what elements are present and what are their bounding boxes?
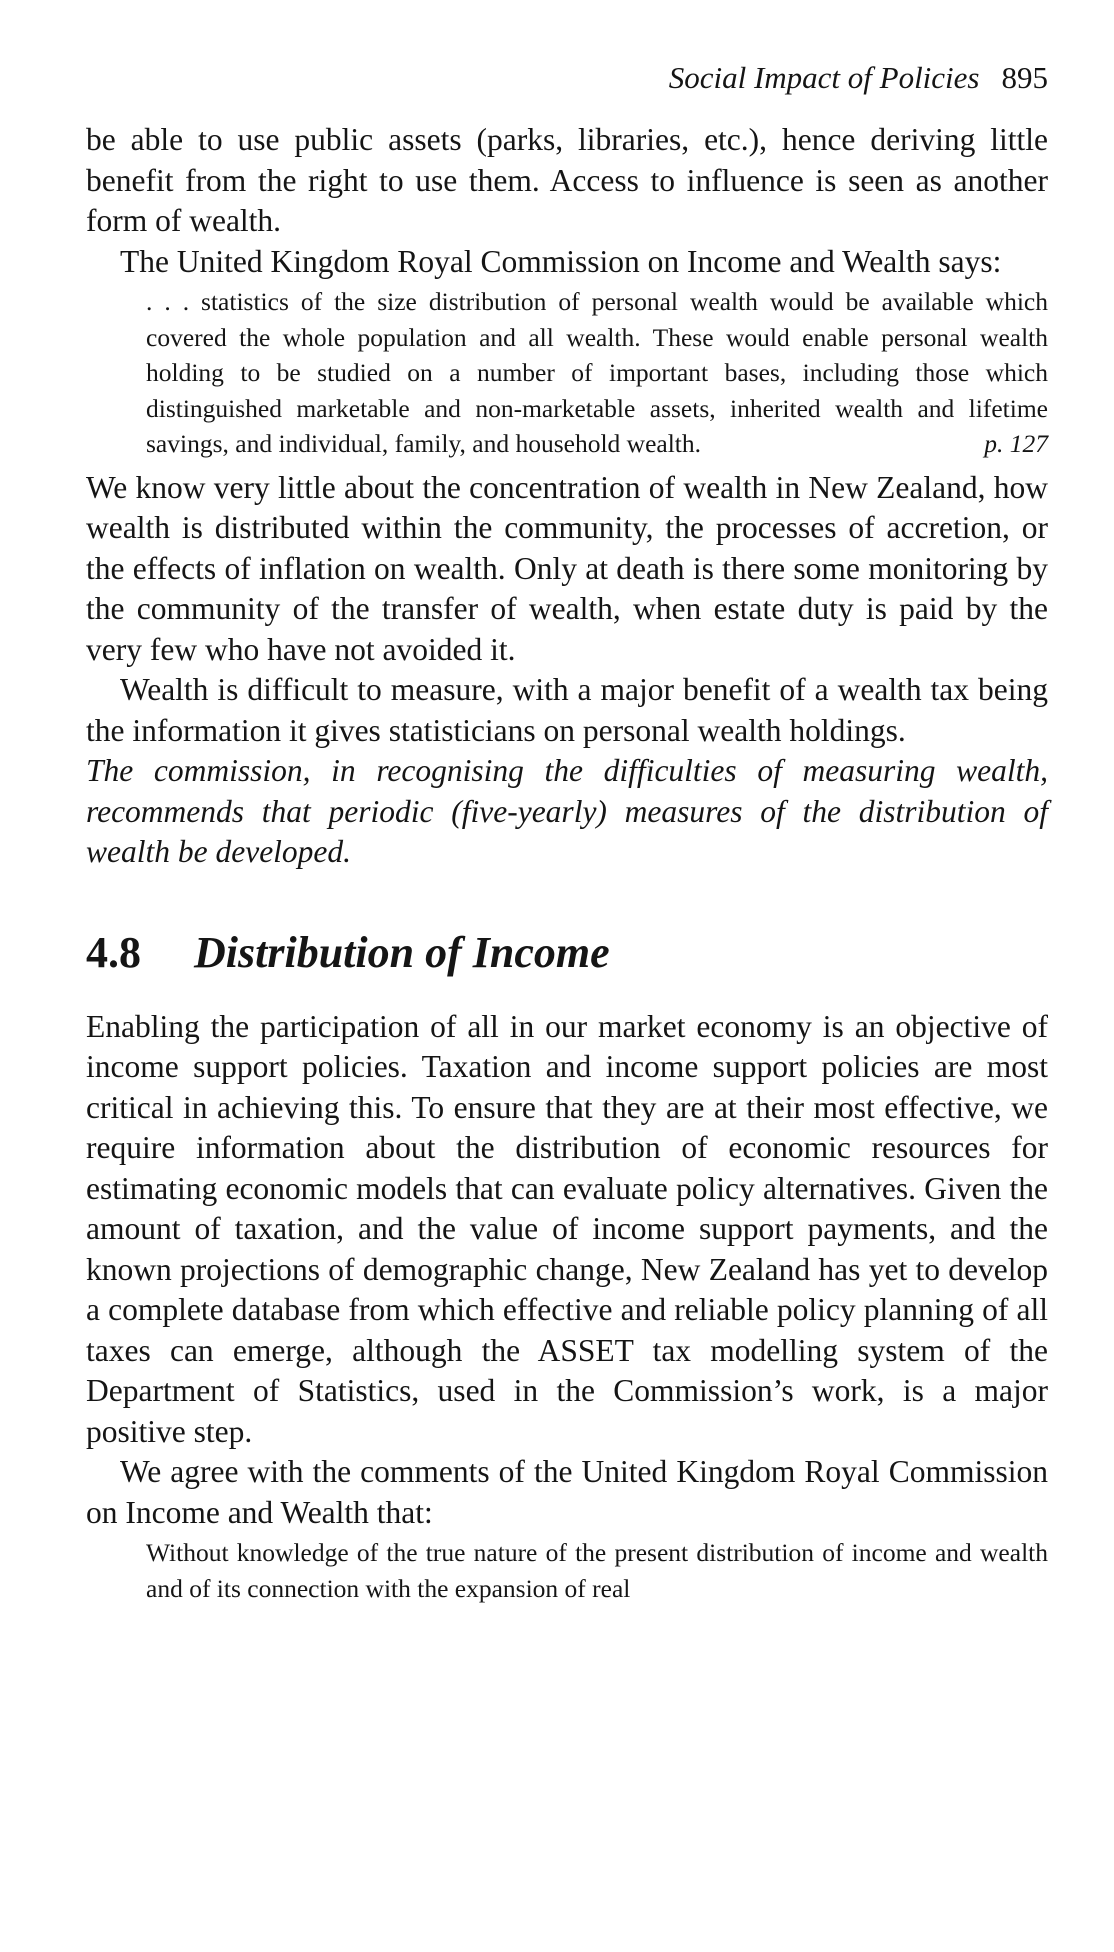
paragraph-agree-commission: We agree with the comments of the United Kingdom Royal Commission on Income and Wealth that: xyxy=(86,1454,1048,1530)
paragraph-public-assets: be able to use public assets (parks, libraries, etc.), hence deriving little benefit from the right to use them. Access to influence is seen as another form of wealth. xyxy=(86,122,1048,238)
paragraph-wealth-concentration: We know very little about the concentration of wealth in New Zealand, how wealth is distributed within the community, the processes of accretion, or the effects of inflation on wealth. Only at death is there some monitoring by the community of the transfer of wealth, when estate duty is paid by the very few who have not avoided it. xyxy=(86,469,1048,667)
paragraph-income-support: Enabling the participation of all in our market economy is an objective of income support policies. Taxation and income support policies are most critical in achieving this. To ensure that they are at their most effective, we require information about the distribution of economic resources for estimating economic models that can evaluate policy alternatives. Given the amount of taxation, and the value of income support payments, and the known projections of demographic change, New Zealand has yet to develop a complete database from which effective and reliable policy planning of all taxes can emerge, although the ASSET tax modelling system of the Department of Statistics, used in the Commission’s work, is a major positive step. xyxy=(86,1008,1048,1449)
page-number: 895 xyxy=(1001,60,1048,95)
paragraph-wealth-measurement: Wealth is difficult to measure, with a major benefit of a wealth tax being the information it gives statisticians on personal wealth holdings. xyxy=(86,672,1048,748)
running-title: Social Impact of Policies xyxy=(668,60,980,95)
block-quote-wealth-statistics xyxy=(146,284,1048,462)
section-number: 4.8 xyxy=(86,927,141,977)
body-text xyxy=(86,120,1048,1612)
block-quote-income-distribution xyxy=(146,1535,1048,1606)
quote-text: . . . statistics of the size distribution of personal wealth would be available which covered the whole population and all wealth. These would enable personal wealth holding to be studied on a number of important bases, including those which distinguished marketable and non-marketable assets, inherited wealth and lifetime savings, and individual, family, and household wealth. xyxy=(146,287,1048,458)
paragraph-royal-commission-intro: The United Kingdom Royal Commission on Income and Wealth says: xyxy=(120,243,1002,279)
section-heading xyxy=(86,925,1048,981)
running-header xyxy=(669,60,1048,96)
quote-citation: p. 127 xyxy=(984,429,1048,458)
quote-text: Without knowledge of the true nature of the present distribution of income and wealth and of its connection with the expansion of real xyxy=(146,1538,1048,1603)
section-title: Distribution of Income xyxy=(194,927,610,977)
recommendation-text: The commission, in recognising the difficulties of measuring wealth, recommends that periodic (five-yearly) measures of the distribution of wealth be developed. xyxy=(86,753,1048,869)
